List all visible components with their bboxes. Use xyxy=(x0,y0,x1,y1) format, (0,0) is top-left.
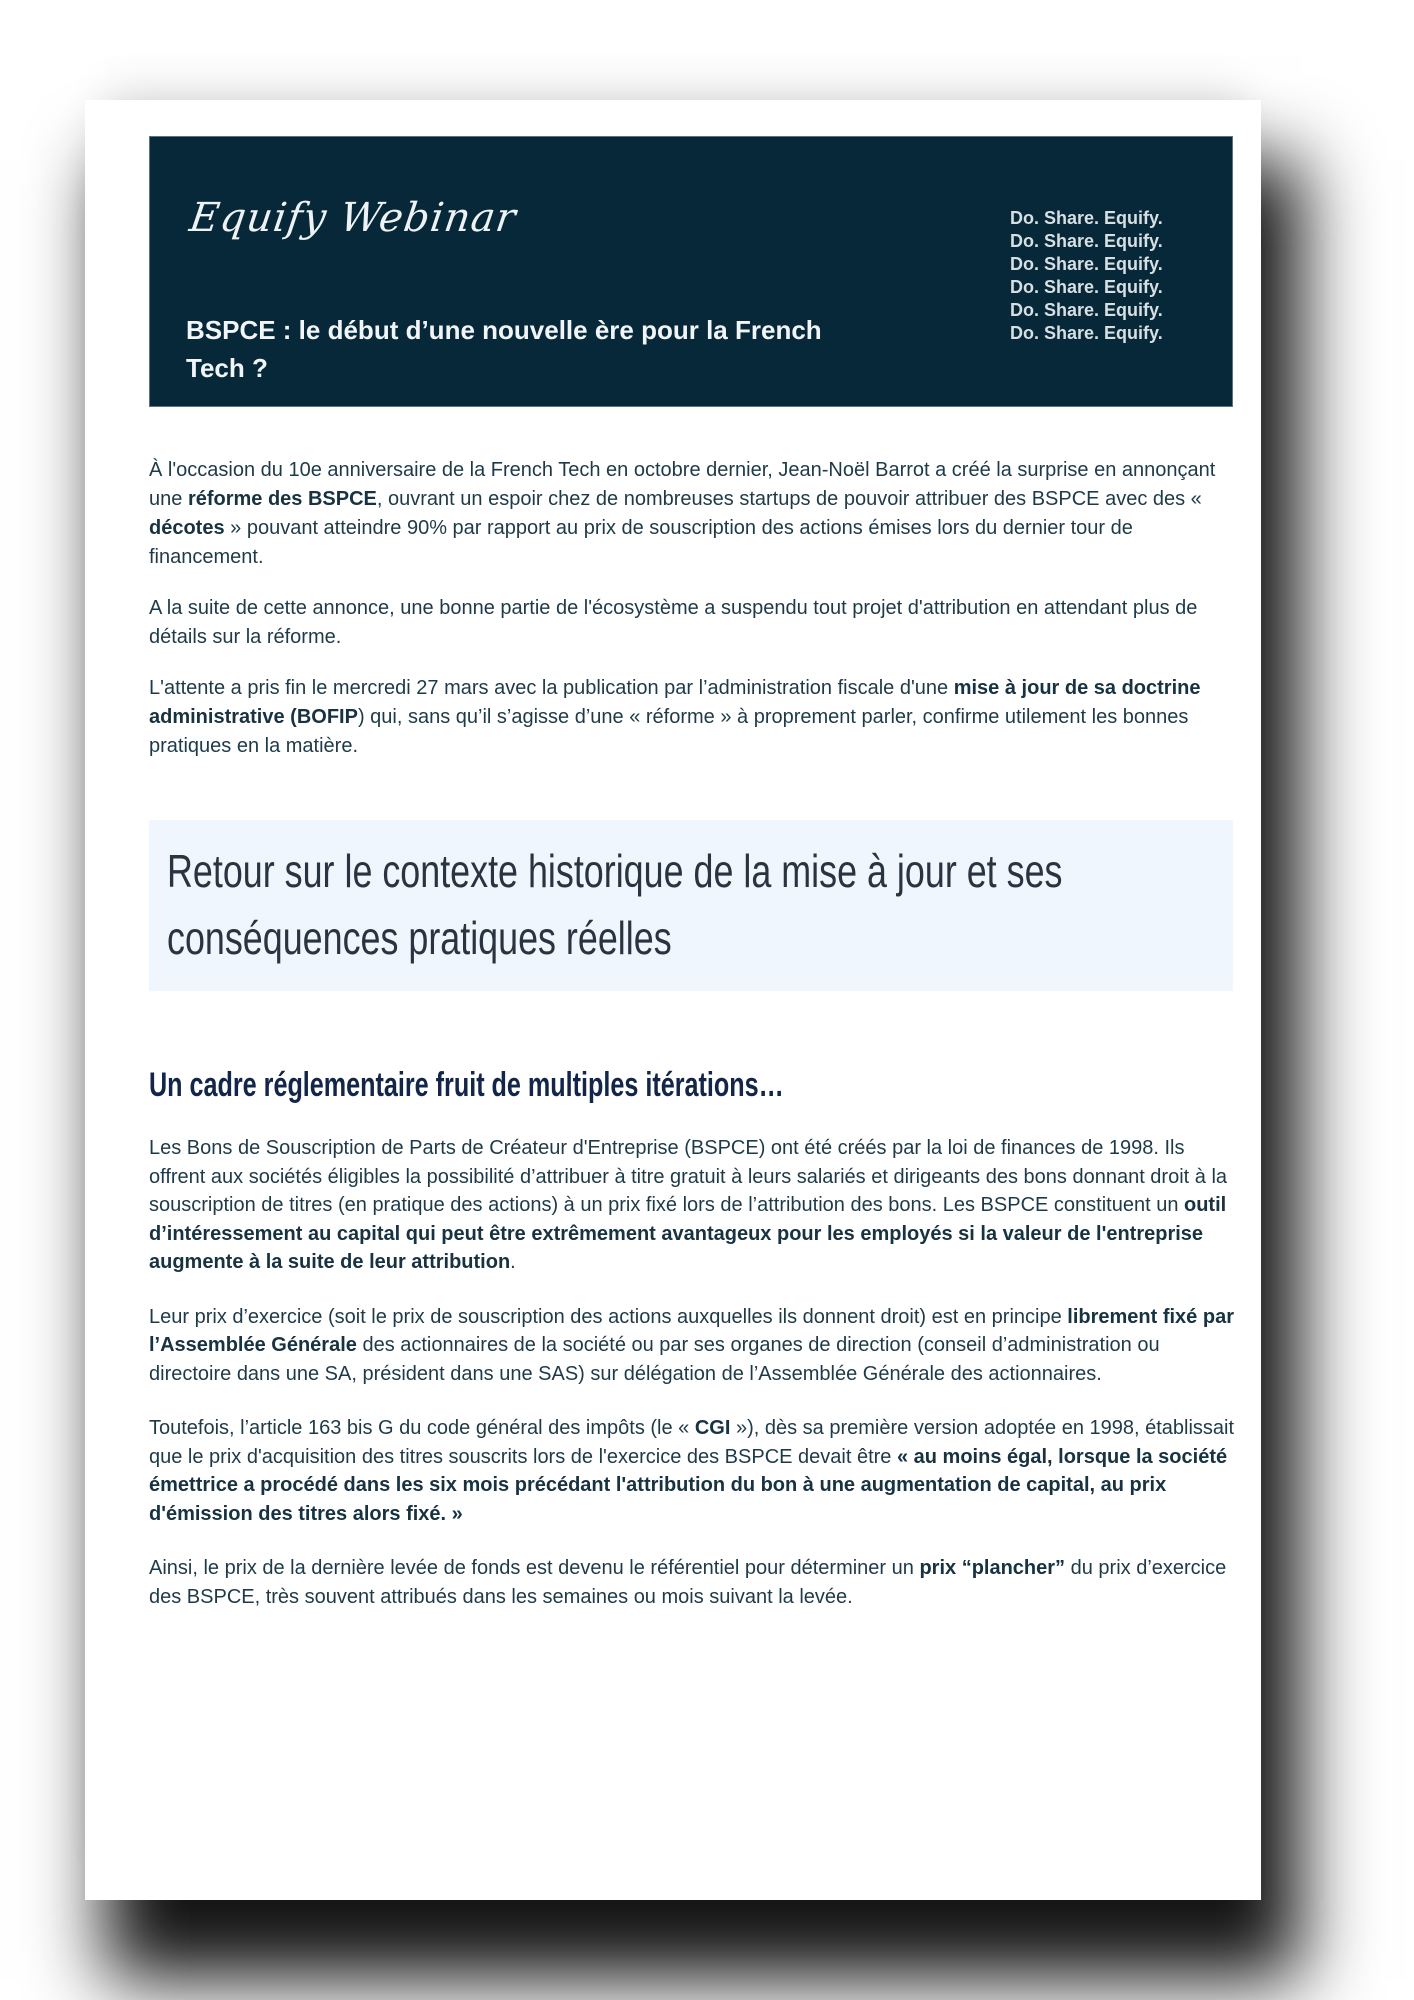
tagline-line: Do. Share. Equify. xyxy=(1010,254,1163,274)
banner-tagline xyxy=(1010,207,1163,345)
webinar-banner xyxy=(149,136,1233,407)
tagline-line: Do. Share. Equify. xyxy=(1010,300,1163,320)
subsection-paragraph-1: Les Bons de Souscription de Parts de Créateur d'Entreprise (BSPCE) ont été créés par la loi de finances de 1998. Ils offrent aux sociétés éligibles la possibilité d’attribuer à titre gratuit à leurs salariés et dirigeants des bons donnant droit à la souscription de titres (en pratique des actions) à un prix fixé lors de l’attribution des bons. Les BSPCE constituent un outil d’intéressement au capital qui peut être extrêmement avantageux pour les employés si la valeur de l'entreprise augmente à la suite de leur attribution. xyxy=(149,1137,1228,1273)
intro-text xyxy=(149,456,1235,783)
banner-title: BSPCE : le début d’une nouvelle ère pour la French Tech ? xyxy=(186,315,822,383)
section-heading: Retour sur le contexte historique de la mise à jour et ses conséquences pratiques réelles xyxy=(167,845,1063,964)
intro-paragraph-2: A la suite de cette annonce, une bonne partie de l'écosystème a suspendu tout projet d'attribution en attendant plus de détails sur la réforme. xyxy=(149,597,1198,648)
intro-paragraph-3: L'attente a pris fin le mercredi 27 mars avec la publication par l’administration fiscale d'une mise à jour de sa doctrine administrative (BOFIP) qui, sans qu’il s’agisse d’une « réforme » à proprement parler, confirme utilement les bonnes pratiques en la matière. xyxy=(149,677,1201,757)
document-page xyxy=(85,100,1261,1900)
intro-paragraph-1: À l'occasion du 10e anniversaire de la French Tech en octobre dernier, Jean-Noël Barrot a créé la surprise en annonçant une réforme des BSPCE, ouvrant un espoir chez de nombreuses startups de pouvoir attribuer des BSPCE avec des « décotes » pouvant atteindre 90% par rapport au prix de souscription des actions émises lors du dernier tour de financement. xyxy=(149,459,1216,568)
tagline-line: Do. Share. Equify. xyxy=(1010,323,1163,343)
tagline-line: Do. Share. Equify. xyxy=(1010,208,1163,228)
subsection-paragraph-4: Ainsi, le prix de la dernière levée de fonds est devenu le référentiel pour déterminer un prix “plancher” du prix d’exercice des BSPCE, très souvent attribués dans les semaines ou mois suivant la levée. xyxy=(149,1557,1227,1608)
tagline-line: Do. Share. Equify. xyxy=(1010,231,1163,251)
subsection-paragraph-2: Leur prix d’exercice (soit le prix de souscription des actions auxquelles ils donnent droit) est en principe librement fixé par l’Assemblée Générale des actionnaires de la société ou par ses organes de direction (conseil d’administration ou directoire dans une SA, président dans une SAS) sur délégation de l’Assemblée Générale des actionnaires. xyxy=(149,1305,1234,1385)
section-callout xyxy=(149,820,1233,991)
tagline-line: Do. Share. Equify. xyxy=(1010,277,1163,297)
subsection-heading: Un cadre réglementaire fruit de multiples itérations… xyxy=(149,1066,784,1104)
subsection-text xyxy=(149,1134,1235,1637)
banner-script-logo: Equify Webinar xyxy=(186,195,520,241)
subsection-paragraph-3: Toutefois, l’article 163 bis G du code général des impôts (le « CGI »), dès sa première version adoptée en 1998, établissait que le prix d'acquisition des titres souscrits lors de l'exercice des BSPCE devait être « au moins égal, lorsque la société émettrice a procédé dans les six mois précédant l'attribution du bon à une augmentation de capital, au prix d'émission des titres alors fixé. » xyxy=(149,1417,1235,1525)
